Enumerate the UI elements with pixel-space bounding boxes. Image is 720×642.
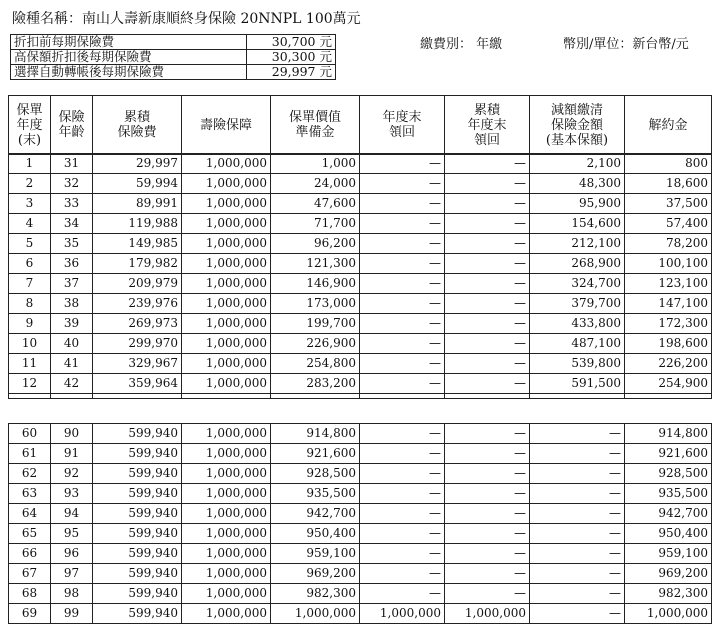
cell-surrender-value: 147,100: [625, 294, 712, 314]
cell-surrender-value: 914,800: [625, 424, 712, 444]
cell-year-end-payout: —: [360, 544, 445, 564]
cell-year-end-payout: —: [360, 294, 445, 314]
cell-cumulative-payout: —: [445, 274, 530, 294]
benefit-table-header: [8, 95, 712, 155]
column-header-line: 保險費: [117, 125, 157, 140]
cell-policy-reserve: 950,400: [271, 524, 360, 544]
cell-year-end-payout: —: [360, 424, 445, 444]
cell-reduced-paidup: 268,900: [530, 254, 625, 274]
cell-policy-reserve: 96,200: [271, 234, 360, 254]
cell-life-coverage: 1,000,000: [182, 214, 271, 234]
cell-surrender-value: 950,400: [625, 524, 712, 544]
cell-cumulative-premium: 29,997: [93, 154, 182, 174]
column-header-line: 年度末: [382, 110, 422, 125]
column-header-insured-age: [51, 96, 93, 155]
cell-reduced-paidup: —: [530, 444, 625, 464]
cell-reduced-paidup: 212,100: [530, 234, 625, 254]
cell-insured-age: 94: [51, 504, 93, 524]
cell-policy-reserve: 928,500: [271, 464, 360, 484]
column-header-cumulative-premium: [93, 96, 182, 155]
column-header-reduced-paidup: [530, 96, 625, 155]
cell-policy-reserve: 199,700: [271, 314, 360, 334]
cell-policy-year: 2: [9, 174, 51, 194]
cell-insured-age: 92: [51, 464, 93, 484]
cell-insured-age: 39: [51, 314, 93, 334]
cell-reduced-paidup: —: [530, 544, 625, 564]
cell-life-coverage: 1,000,000: [182, 234, 271, 254]
cell-reduced-paidup: 539,800: [530, 354, 625, 374]
cell-year-end-payout: —: [360, 374, 445, 394]
cell-life-coverage: 1,000,000: [182, 154, 271, 174]
column-header-line: 減額繳清: [550, 102, 603, 118]
cell-reduced-paidup: 2,100: [530, 154, 625, 174]
cell-cumulative-payout: —: [445, 354, 530, 374]
cell-surrender-value: 254,900: [625, 374, 712, 394]
column-header-line: 年齡: [58, 125, 85, 140]
cell-insured-age: 90: [51, 424, 93, 444]
column-header-line: 領回: [473, 132, 500, 148]
cell-surrender-value: 928,500: [625, 464, 712, 484]
gap-cell: [445, 394, 530, 399]
cell-insured-age: 40: [51, 334, 93, 354]
column-header-line: 解約金: [648, 117, 688, 133]
cell-surrender-value: 172,300: [625, 314, 712, 334]
table-row: [9, 154, 712, 174]
cell-reduced-paidup: 591,500: [530, 374, 625, 394]
cell-year-end-payout: —: [360, 234, 445, 254]
cell-reduced-paidup: —: [530, 424, 625, 444]
cell-year-end-payout: —: [360, 584, 445, 604]
cell-cumulative-premium: 269,973: [93, 314, 182, 334]
cell-cumulative-premium: 89,991: [93, 194, 182, 214]
cell-policy-year: 64: [9, 504, 51, 524]
cell-life-coverage: 1,000,000: [182, 274, 271, 294]
premium-row: [11, 65, 336, 80]
cell-insured-age: 42: [51, 374, 93, 394]
cell-reduced-paidup: —: [530, 504, 625, 524]
cell-life-coverage: 1,000,000: [182, 194, 271, 214]
premium-label: 折扣前每期保險費: [11, 35, 247, 50]
cell-policy-year: 10: [9, 334, 51, 354]
premium-row: [11, 35, 336, 50]
cell-policy-reserve: 47,600: [271, 194, 360, 214]
table-row: [9, 214, 712, 234]
column-header-line: 領回: [388, 125, 415, 140]
cell-policy-reserve: 1,000: [271, 154, 360, 174]
cell-cumulative-premium: 59,994: [93, 174, 182, 194]
cell-cumulative-payout: —: [445, 314, 530, 334]
cell-insured-age: 99: [51, 604, 93, 624]
benefit-table-bottom: [8, 423, 712, 624]
table-row: [9, 314, 712, 334]
column-header-surrender-value: [625, 96, 712, 155]
cell-cumulative-premium: 179,982: [93, 254, 182, 274]
cell-cumulative-premium: 599,940: [93, 444, 182, 464]
cell-policy-year: 5: [9, 234, 51, 254]
cell-cumulative-payout: —: [445, 214, 530, 234]
cell-cumulative-payout: —: [445, 484, 530, 504]
cell-year-end-payout: —: [360, 334, 445, 354]
column-header-cumulative-payout: [445, 96, 530, 155]
column-header-line: 累積: [473, 102, 500, 118]
cell-policy-reserve: 71,700: [271, 214, 360, 234]
cell-year-end-payout: —: [360, 444, 445, 464]
cell-year-end-payout: 1,000,000: [360, 604, 445, 624]
column-header-policy-reserve: [271, 96, 360, 155]
cell-life-coverage: 1,000,000: [182, 544, 271, 564]
cell-cumulative-premium: 599,940: [93, 604, 182, 624]
cell-policy-year: 65: [9, 524, 51, 544]
cell-policy-reserve: 921,600: [271, 444, 360, 464]
column-header-year-end-payout: [360, 96, 445, 155]
cell-policy-reserve: 24,000: [271, 174, 360, 194]
cell-cumulative-payout: —: [445, 374, 530, 394]
cell-year-end-payout: —: [360, 314, 445, 334]
cell-cumulative-premium: 209,979: [93, 274, 182, 294]
cell-reduced-paidup: 95,900: [530, 194, 625, 214]
gap-cell: [182, 394, 271, 399]
cell-cumulative-payout: —: [445, 154, 530, 174]
cell-reduced-paidup: —: [530, 464, 625, 484]
column-header-policy-year: [9, 96, 51, 155]
table-row: [9, 234, 712, 254]
cell-reduced-paidup: 487,100: [530, 334, 625, 354]
column-header-line: 年度末: [467, 117, 507, 133]
gap-cell: [625, 394, 712, 399]
cell-life-coverage: 1,000,000: [182, 174, 271, 194]
cell-year-end-payout: —: [360, 214, 445, 234]
cell-year-end-payout: —: [360, 504, 445, 524]
cell-surrender-value: 18,600: [625, 174, 712, 194]
cell-surrender-value: 123,100: [625, 274, 712, 294]
table-row: [9, 544, 712, 564]
cell-cumulative-premium: 599,940: [93, 564, 182, 584]
cell-surrender-value: 226,200: [625, 354, 712, 374]
cell-policy-year: 4: [9, 214, 51, 234]
premium-value: 29,997 元: [247, 65, 336, 80]
cell-policy-year: 61: [9, 444, 51, 464]
cell-cumulative-payout: —: [445, 234, 530, 254]
premium-summary-table: [10, 34, 336, 80]
cell-cumulative-payout: —: [445, 544, 530, 564]
column-header-life-coverage: [182, 96, 271, 155]
cell-life-coverage: 1,000,000: [182, 464, 271, 484]
cell-year-end-payout: —: [360, 174, 445, 194]
table-gap-row: [9, 394, 712, 399]
cell-life-coverage: 1,000,000: [182, 524, 271, 544]
cell-surrender-value: 921,600: [625, 444, 712, 464]
premium-label: 高保額折扣後每期保險費: [11, 50, 247, 65]
cell-cumulative-payout: —: [445, 424, 530, 444]
cell-insured-age: 33: [51, 194, 93, 214]
cell-reduced-paidup: —: [530, 604, 625, 624]
cell-policy-reserve: 982,300: [271, 584, 360, 604]
column-header-line: (末): [17, 132, 42, 148]
cell-insured-age: 96: [51, 544, 93, 564]
cell-policy-year: 63: [9, 484, 51, 504]
cell-cumulative-payout: —: [445, 254, 530, 274]
cell-cumulative-premium: 329,967: [93, 354, 182, 374]
cell-surrender-value: 100,100: [625, 254, 712, 274]
cell-surrender-value: 982,300: [625, 584, 712, 604]
cell-policy-reserve: 146,900: [271, 274, 360, 294]
cell-reduced-paidup: 433,800: [530, 314, 625, 334]
table-row: [9, 194, 712, 214]
cell-policy-year: 66: [9, 544, 51, 564]
column-header-line: 年度: [16, 117, 43, 133]
cell-policy-year: 11: [9, 354, 51, 374]
cell-policy-reserve: 254,800: [271, 354, 360, 374]
cell-year-end-payout: —: [360, 464, 445, 484]
cell-cumulative-premium: 599,940: [93, 584, 182, 604]
cell-surrender-value: 969,200: [625, 564, 712, 584]
cell-policy-year: 7: [9, 274, 51, 294]
cell-reduced-paidup: —: [530, 484, 625, 504]
premium-value: 30,300 元: [247, 50, 336, 65]
cell-reduced-paidup: —: [530, 584, 625, 604]
table-row: [9, 294, 712, 314]
column-header-line: 準備金: [295, 125, 335, 140]
cell-surrender-value: 1,000,000: [625, 604, 712, 624]
column-header-line: 保險金額: [550, 117, 603, 133]
document-title: 險種名稱：南山人壽新康順終身保險 20NNPL 100萬元: [12, 11, 361, 27]
cell-cumulative-premium: 599,940: [93, 524, 182, 544]
cell-policy-reserve: 935,500: [271, 484, 360, 504]
cell-cumulative-payout: —: [445, 174, 530, 194]
cell-year-end-payout: —: [360, 274, 445, 294]
cell-insured-age: 38: [51, 294, 93, 314]
cell-policy-reserve: 173,000: [271, 294, 360, 314]
gap-cell: [271, 394, 360, 399]
cell-policy-reserve: 942,700: [271, 504, 360, 524]
cell-life-coverage: 1,000,000: [182, 604, 271, 624]
cell-year-end-payout: —: [360, 564, 445, 584]
cell-cumulative-premium: 119,988: [93, 214, 182, 234]
cell-policy-year: 8: [9, 294, 51, 314]
gap-cell: [530, 394, 625, 399]
table-row: [9, 354, 712, 374]
cell-life-coverage: 1,000,000: [182, 334, 271, 354]
cell-cumulative-payout: —: [445, 294, 530, 314]
cell-life-coverage: 1,000,000: [182, 564, 271, 584]
cell-cumulative-premium: 149,985: [93, 234, 182, 254]
cell-insured-age: 93: [51, 484, 93, 504]
cell-surrender-value: 935,500: [625, 484, 712, 504]
table-row: [9, 584, 712, 604]
cell-life-coverage: 1,000,000: [182, 584, 271, 604]
table-row: [9, 604, 712, 624]
cell-cumulative-premium: 599,940: [93, 504, 182, 524]
table-row: [9, 464, 712, 484]
table-row: [9, 504, 712, 524]
cell-surrender-value: 942,700: [625, 504, 712, 524]
cell-life-coverage: 1,000,000: [182, 354, 271, 374]
cell-reduced-paidup: 379,700: [530, 294, 625, 314]
cell-cumulative-premium: 599,940: [93, 484, 182, 504]
cell-reduced-paidup: 154,600: [530, 214, 625, 234]
table-row: [9, 374, 712, 394]
cell-cumulative-premium: 359,964: [93, 374, 182, 394]
cell-cumulative-premium: 599,940: [93, 424, 182, 444]
column-header-line: (基本保額): [545, 132, 609, 148]
premium-row: [11, 50, 336, 65]
payment-frequency: 繳費別： 年繳: [420, 37, 503, 52]
cell-cumulative-payout: —: [445, 584, 530, 604]
cell-cumulative-payout: —: [445, 444, 530, 464]
cell-cumulative-premium: 599,940: [93, 464, 182, 484]
cell-insured-age: 98: [51, 584, 93, 604]
column-header-line: 保單價值: [288, 110, 341, 125]
cell-year-end-payout: —: [360, 154, 445, 174]
cell-policy-reserve: 969,200: [271, 564, 360, 584]
cell-insured-age: 91: [51, 444, 93, 464]
column-header-line: 保單: [16, 102, 43, 118]
cell-cumulative-payout: —: [445, 194, 530, 214]
cell-policy-year: 68: [9, 584, 51, 604]
gap-cell: [93, 394, 182, 399]
cell-cumulative-premium: 239,976: [93, 294, 182, 314]
cell-cumulative-payout: —: [445, 464, 530, 484]
cell-policy-reserve: 914,800: [271, 424, 360, 444]
cell-year-end-payout: —: [360, 354, 445, 374]
cell-policy-reserve: 1,000,000: [271, 604, 360, 624]
table-row: [9, 254, 712, 274]
cell-cumulative-payout: —: [445, 524, 530, 544]
cell-insured-age: 35: [51, 234, 93, 254]
header-row: [9, 96, 712, 155]
cell-insured-age: 97: [51, 564, 93, 584]
cell-policy-reserve: 121,300: [271, 254, 360, 274]
cell-surrender-value: 78,200: [625, 234, 712, 254]
table-row: [9, 484, 712, 504]
cell-surrender-value: 57,400: [625, 214, 712, 234]
cell-reduced-paidup: —: [530, 564, 625, 584]
column-header-line: 保險: [58, 110, 85, 125]
cell-life-coverage: 1,000,000: [182, 374, 271, 394]
cell-year-end-payout: —: [360, 194, 445, 214]
cell-policy-year: 12: [9, 374, 51, 394]
cell-life-coverage: 1,000,000: [182, 254, 271, 274]
cell-life-coverage: 1,000,000: [182, 504, 271, 524]
cell-cumulative-payout: —: [445, 504, 530, 524]
cell-year-end-payout: —: [360, 524, 445, 544]
cell-policy-year: 6: [9, 254, 51, 274]
cell-cumulative-premium: 299,970: [93, 334, 182, 354]
cell-policy-reserve: 283,200: [271, 374, 360, 394]
cell-policy-year: 1: [9, 154, 51, 174]
cell-year-end-payout: —: [360, 254, 445, 274]
cell-life-coverage: 1,000,000: [182, 314, 271, 334]
cell-policy-reserve: 226,900: [271, 334, 360, 354]
cell-surrender-value: 800: [625, 154, 712, 174]
table-row: [9, 524, 712, 544]
premium-label: 選擇自動轉帳後每期保險費: [11, 65, 247, 80]
cell-cumulative-payout: —: [445, 334, 530, 354]
cell-life-coverage: 1,000,000: [182, 424, 271, 444]
cell-insured-age: 32: [51, 174, 93, 194]
cell-life-coverage: 1,000,000: [182, 294, 271, 314]
cell-policy-year: 9: [9, 314, 51, 334]
cell-insured-age: 31: [51, 154, 93, 174]
cell-cumulative-payout: 1,000,000: [445, 604, 530, 624]
cell-reduced-paidup: 324,700: [530, 274, 625, 294]
cell-policy-year: 62: [9, 464, 51, 484]
cell-cumulative-premium: 599,940: [93, 544, 182, 564]
premium-value: 30,700 元: [247, 35, 336, 50]
cell-cumulative-payout: —: [445, 564, 530, 584]
cell-policy-reserve: 959,100: [271, 544, 360, 564]
cell-insured-age: 41: [51, 354, 93, 374]
table-row: [9, 424, 712, 444]
column-header-line: 累積: [123, 110, 150, 125]
cell-reduced-paidup: 48,300: [530, 174, 625, 194]
table-row: [9, 174, 712, 194]
table-row: [9, 334, 712, 354]
gap-cell: [360, 394, 445, 399]
cell-life-coverage: 1,000,000: [182, 484, 271, 504]
table-row: [9, 444, 712, 464]
currency-unit: 幣別/單位：新台幣/元: [563, 37, 689, 52]
gap-cell: [9, 394, 51, 399]
cell-surrender-value: 37,500: [625, 194, 712, 214]
table-row: [9, 564, 712, 584]
cell-insured-age: 95: [51, 524, 93, 544]
cell-year-end-payout: —: [360, 484, 445, 504]
gap-cell: [51, 394, 93, 399]
cell-insured-age: 34: [51, 214, 93, 234]
cell-policy-year: 3: [9, 194, 51, 214]
cell-policy-year: 69: [9, 604, 51, 624]
cell-insured-age: 36: [51, 254, 93, 274]
benefit-table-top: [8, 153, 712, 399]
cell-reduced-paidup: —: [530, 524, 625, 544]
cell-life-coverage: 1,000,000: [182, 444, 271, 464]
cell-surrender-value: 959,100: [625, 544, 712, 564]
cell-policy-year: 60: [9, 424, 51, 444]
table-row: [9, 274, 712, 294]
cell-policy-year: 67: [9, 564, 51, 584]
cell-surrender-value: 198,600: [625, 334, 712, 354]
cell-insured-age: 37: [51, 274, 93, 294]
column-header-line: 壽險保障: [199, 117, 252, 133]
